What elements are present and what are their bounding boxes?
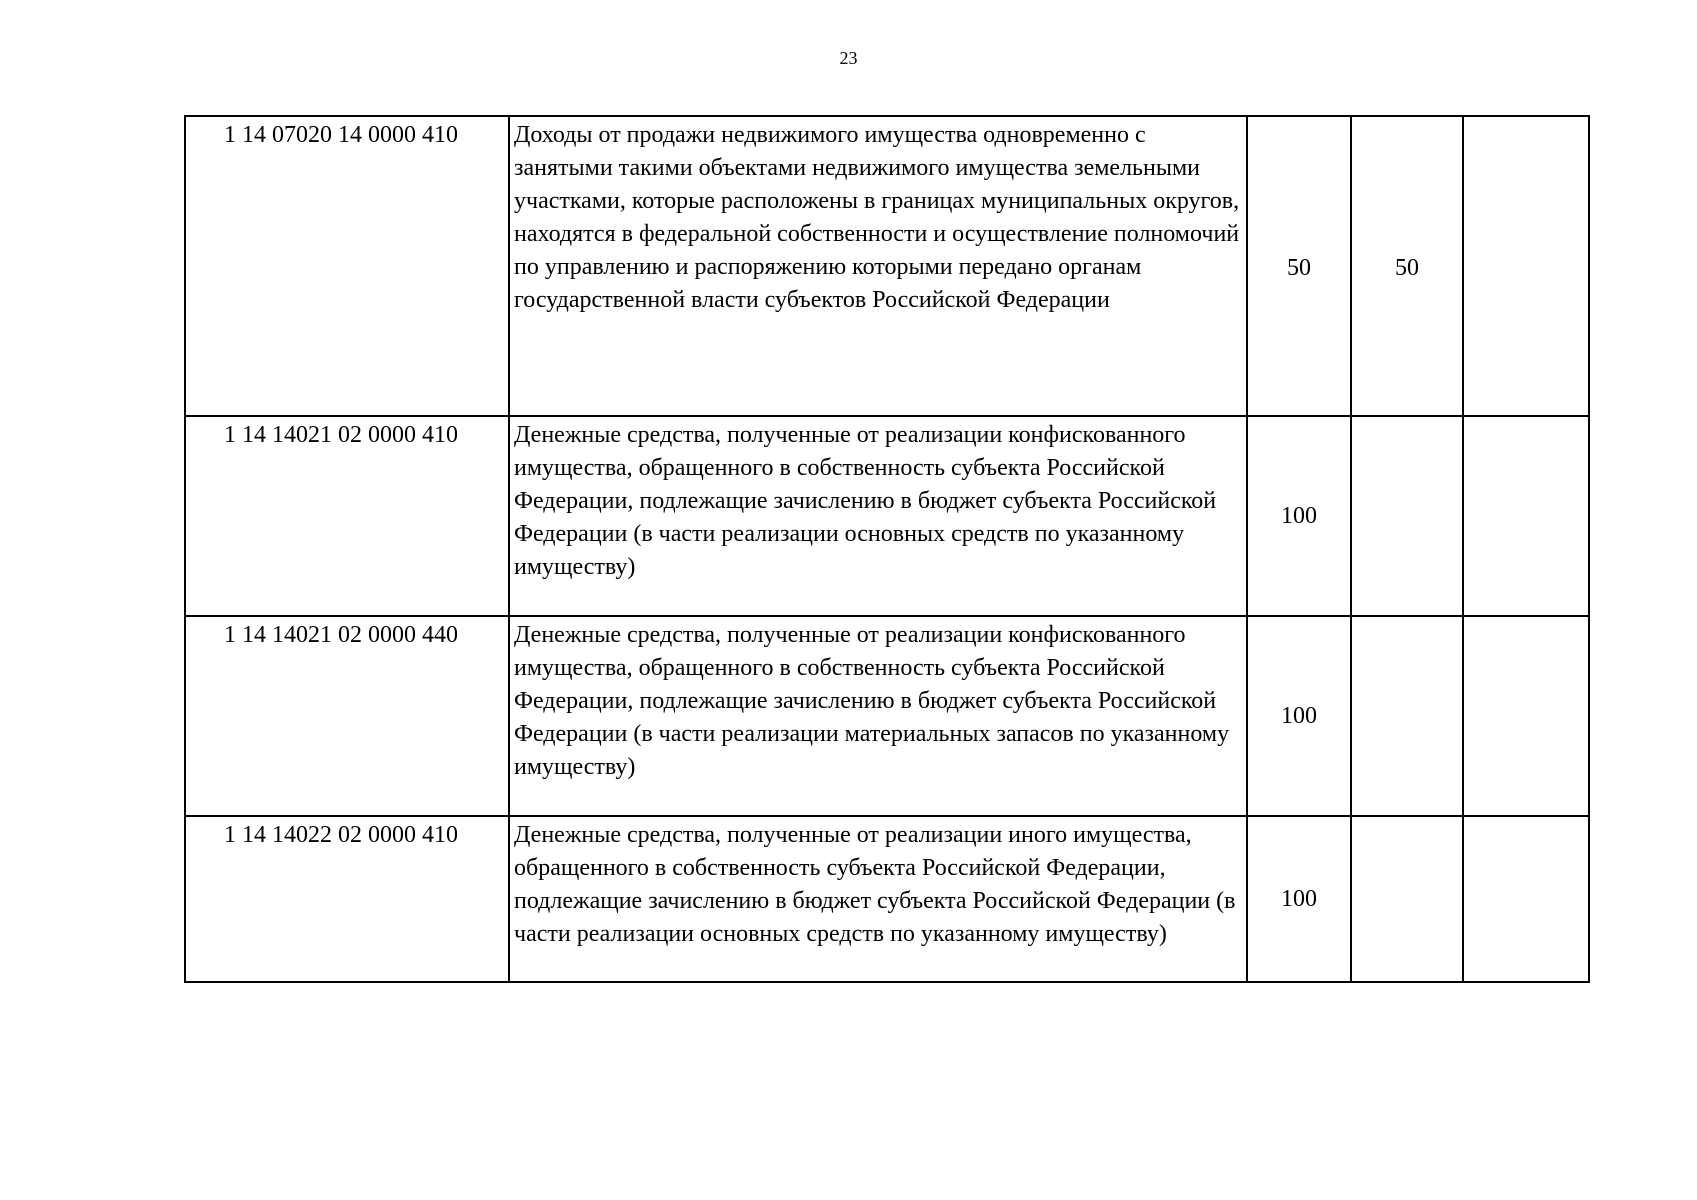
value-cell-2: 50 [1351,116,1463,416]
value-cell-1: 100 [1247,416,1351,616]
revenue-name-cell: Денежные средства, полученные от реализации конфискованного имущества, обращенного в собственность субъекта Российской Федерации, подлежащие зачислению в бюджет субъекта Российской Федерации (в части реализации материальных запасов по указанному имуществу) [509,616,1247,816]
value-cell-1: 100 [1247,616,1351,816]
page-number: 23 [839,48,858,68]
value-cell-3 [1463,816,1589,982]
table-row [185,816,1589,982]
table-row [185,116,1589,416]
value-cell-3 [1463,416,1589,616]
value-cell-1: 50 [1247,116,1351,416]
revenue-code-cell: 1 14 07020 14 0000 410 [185,116,509,416]
revenue-code-cell: 1 14 14021 02 0000 410 [185,416,509,616]
value-cell-3 [1463,116,1589,416]
revenue-table [184,115,1590,983]
revenue-code-cell: 1 14 14022 02 0000 410 [185,816,509,982]
value-cell-2 [1351,416,1463,616]
value-cell-3 [1463,616,1589,816]
value-cell-1: 100 [1247,816,1351,982]
table-row [185,416,1589,616]
revenue-name-cell: Денежные средства, полученные от реализации иного имущества, обращенного в собственность субъекта Российской Федерации, подлежащие зачислению в бюджет субъекта Российской Федерации (в части реализации основных средств по указанному имуществу) [509,816,1247,982]
revenue-name-cell: Денежные средства, полученные от реализации конфискованного имущества, обращенного в собственность субъекта Российской Федерации, подлежащие зачислению в бюджет субъекта Российской Федерации (в части реализации основных средств по указанному имуществу) [509,416,1247,616]
revenue-name-cell: Доходы от продажи недвижимого имущества одновременно с занятыми такими объектами недвижимого имущества земельными участками, которые расположены в границах муниципальных округов, находятся в федеральной собственности и осуществление полномочий по управлению и распоряжению которыми передано органам государственной власти субъектов Российской Федерации [509,116,1247,416]
revenue-code-cell: 1 14 14021 02 0000 440 [185,616,509,816]
value-cell-2 [1351,616,1463,816]
value-cell-2 [1351,816,1463,982]
table-row [185,616,1589,816]
